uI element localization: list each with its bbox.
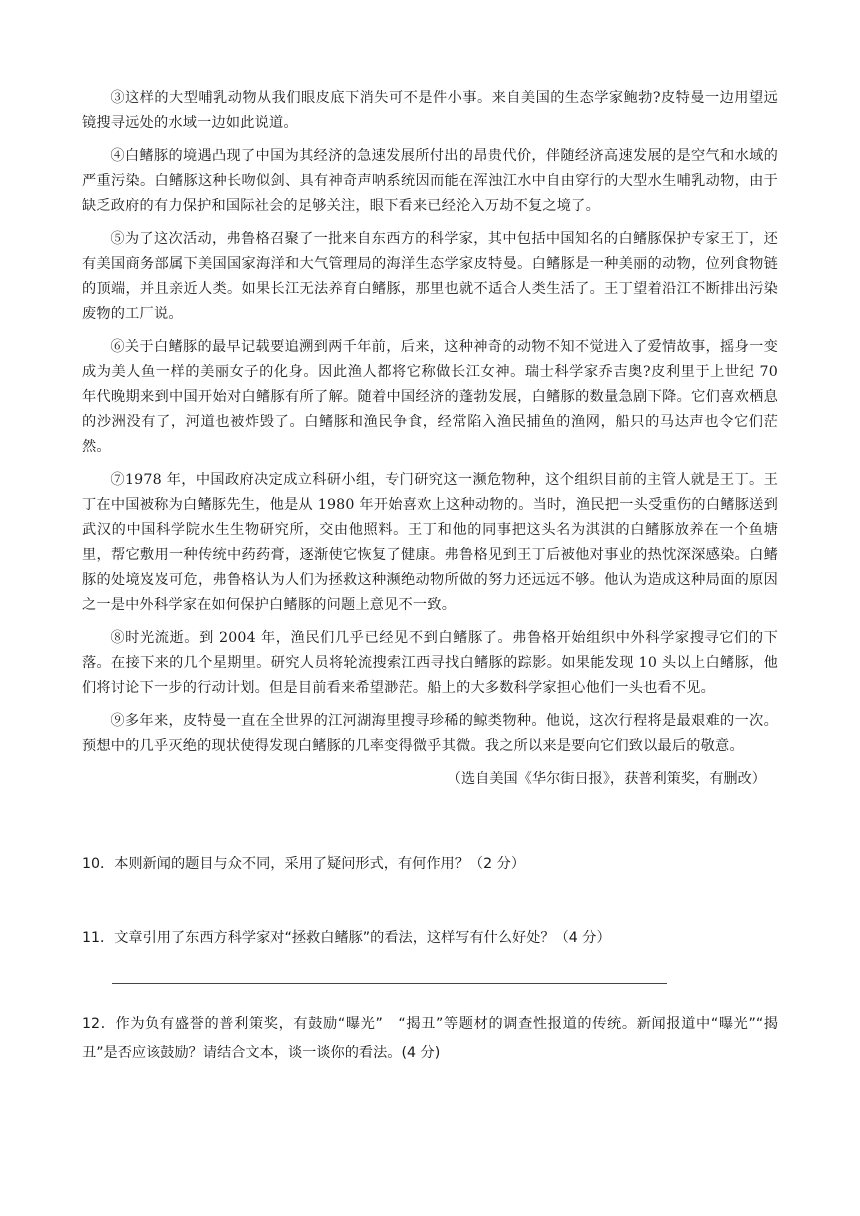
questions-section (82, 850, 778, 1068)
question-10: 10．本则新闻的题目与众不同，采用了疑问形式，有何作用？（2 分） (82, 856, 526, 872)
article-body (82, 86, 778, 792)
question-11: 11．文章引用了东西方科学家对“拯救白鳍豚”的看法，这样写有什么好处？（4 分） (82, 930, 611, 946)
article-source: （选自美国《华尔街日报》，获普利策奖，有删改） (446, 771, 766, 787)
paragraph-3: ③这样的大型哺乳动物从我们眼皮底下消失可不是件小事。来自美国的生态学家鲍勃?皮特曼一边用望远镜搜寻远处的水域一边如此说道。 (82, 90, 778, 131)
paragraph-4: ④白鳍豚的境遇凸现了中国为其经济的急速发展所付出的昂贵代价，伴随经济高速发展的是空气和水域的严重污染。白鳍豚这种长吻似剑、具有神奇声呐系统因而能在浑浊江水中自由穿行的大型水生哺乳动物，由于缺乏政府的有力保护和国际社会的足够关注，眼下看来已经沦入万劫不复之境了。 (82, 148, 778, 214)
paragraph-7: ⑦1978 年，中国政府决定成立科研小组，专门研究这一濒危物种，这个组织目前的主管人就是王丁。王丁在中国被称为白鳍豚先生，他是从 1980 年开始喜欢上这种动物的。当时，渔民把一头受重伤的白鳍豚送到武汉的中国科学院水生生物研究所，交由他照料。王丁和他的同事把这头名为淇淇的白鳍豚放养在一个鱼塘里，帮它敷用一种传统中药药膏，逐渐使它恢复了健康。弗鲁格见到王丁后被他对事业的热忱深深感染。白鳍豚的处境岌岌可危，弗鲁格认为人们为拯救这种濒绝动物所做的努力还远远不够。他认为造成这种局面的原因之一是中外科学家在如何保护白鳍豚的问题上意见不一致。 (82, 472, 778, 613)
question-12: 12．作为负有盛誉的普利策奖，有鼓励“曝光” “揭丑”等题材的调查性报道的传统。新闻报道中“曝光”“揭丑”是否应该鼓励？请结合文本，谈一谈你的看法。(4 分) (82, 1016, 778, 1061)
paragraph-8: ⑧时光流逝。到 2004 年，渔民们几乎已经见不到白鳍豚了。弗鲁格开始组织中外科学家搜寻它们的下落。在接下来的几个星期里。研究人员将轮流搜索江西寻找白鳍豚的踪影。如果能发现 10 头以上白鳍豚，他们将讨论下一步的行动计划。但是目前看来希望渺茫。船上的大多数科学家担心他们一头也看不见。 (82, 630, 778, 696)
paragraph-5: ⑤为了这次活动，弗鲁格召聚了一批来自东西方的科学家，其中包括中国知名的白鳍豚保护专家王丁，还有美国商务部属下美国国家海洋和大气管理局的海洋生态学家皮特曼。白鳍豚是一种美丽的动物，位列食物链的顶端，并且亲近人类。如果长江无法养育白鳍豚，那里也就不适合人类生活了。王丁望着沿江不断排出污染废物的工厂说。 (82, 231, 778, 322)
answer-line (112, 983, 667, 984)
paragraph-9: ⑨多年来，皮特曼一直在全世界的江河湖海里搜寻珍稀的鲸类物种。他说，这次行程将是最艰难的一次。预想中的几乎灭绝的现状使得发现白鳍豚的几率变得微乎其微。我之所以来是要向它们致以最后的敬意。 (82, 713, 778, 754)
paragraph-6: ⑥关于白鳍豚的最早记载要追溯到两千年前，后来，这种神奇的动物不知不觉进入了爱情故事，摇身一变成为美人鱼一样的美丽女子的化身。因此渔人都将它称做长江女神。瑞士科学家乔吉奥?皮利里于上世纪 70 年代晚期来到中国开始对白鳍豚有所了解。随着中国经济的蓬勃发展，白鳍豚的数量急剧下降。它们喜欢栖息的沙洲没有了，河道也被炸毁了。白鳍豚和渔民争食，经常陷入渔民捕鱼的渔网，船只的马达声也令它们茫然。 (82, 339, 778, 455)
